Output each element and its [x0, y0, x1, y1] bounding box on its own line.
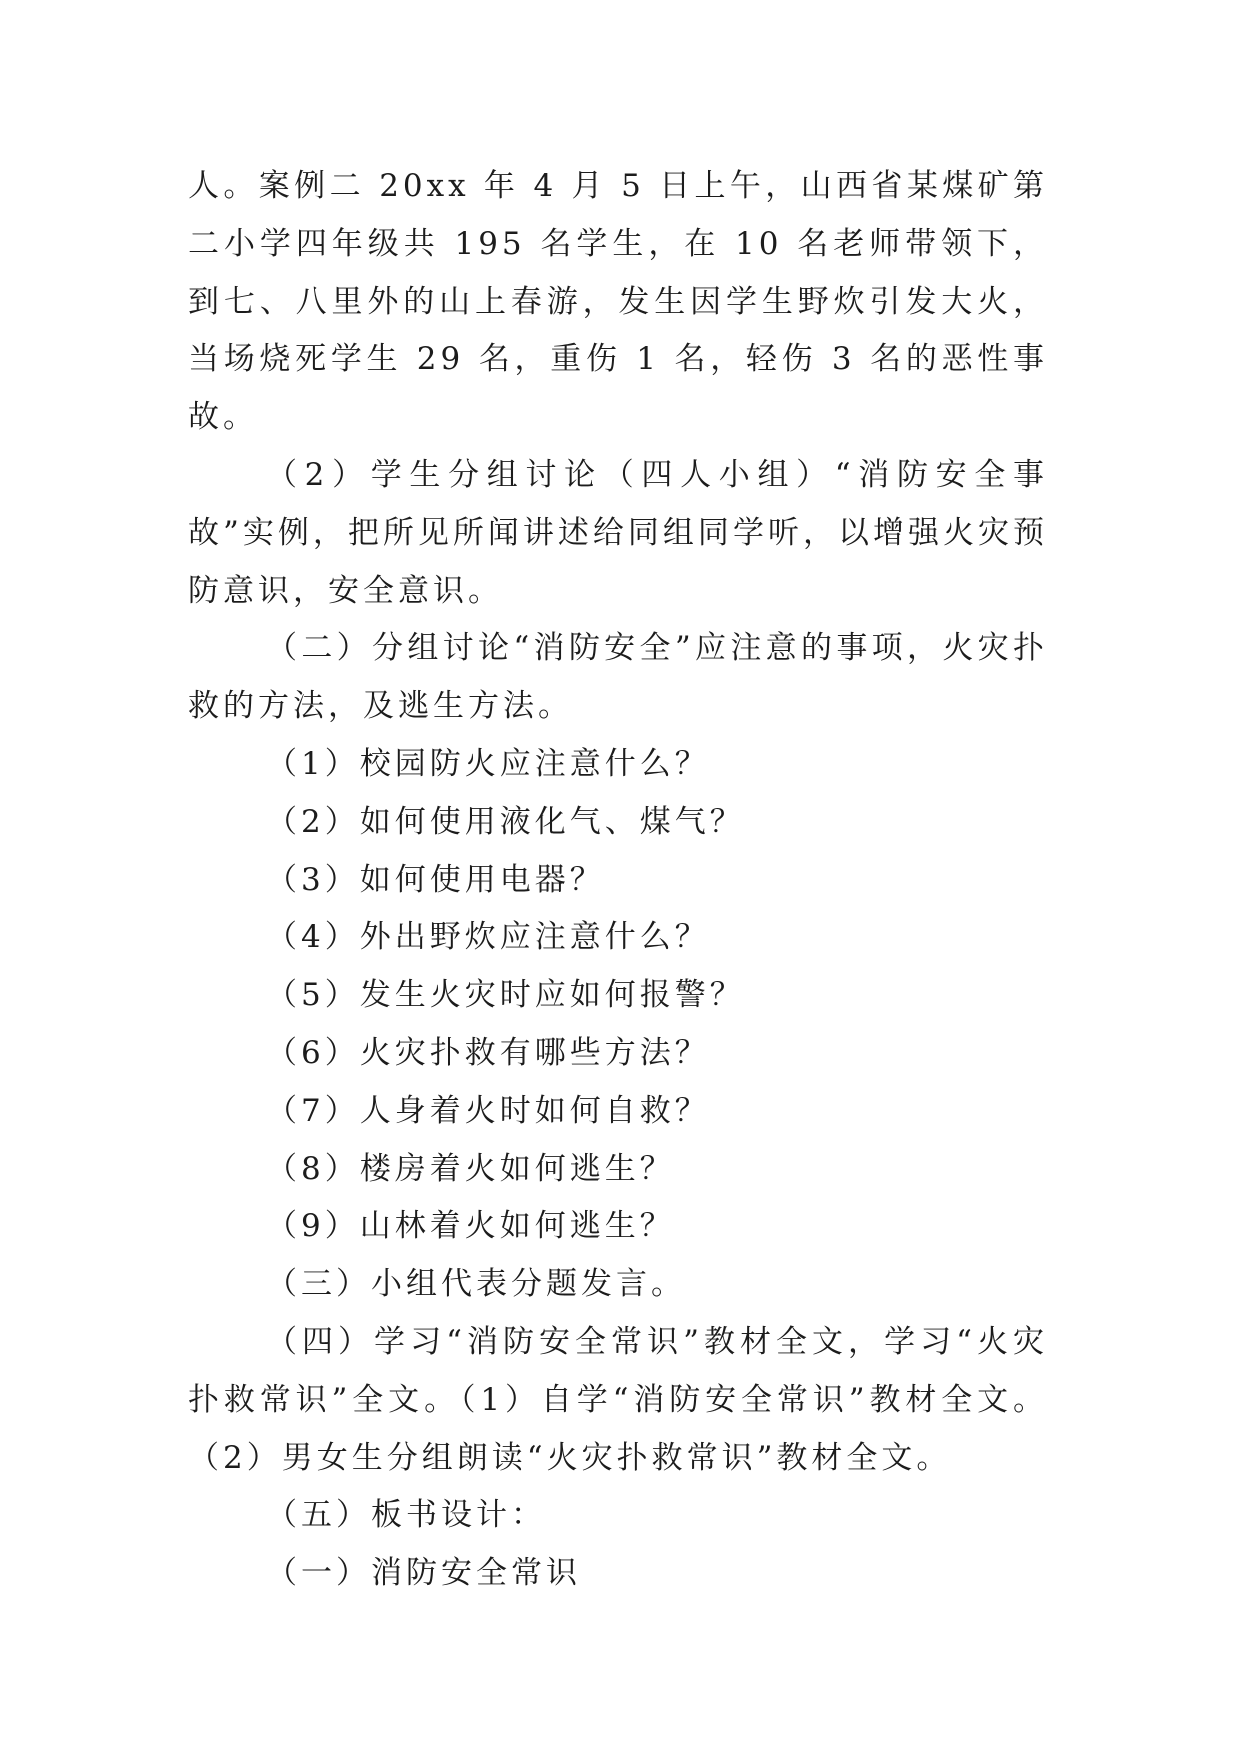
question-item-2: （2）如何使用液化气、煤气？	[266, 803, 745, 840]
question-item-5: （5）发生火灾时应如何报警？	[266, 977, 745, 1014]
document-body	[188, 158, 1048, 1603]
question-item-9: （9）山林着火如何逃生？	[266, 1208, 675, 1245]
section-heading-two: （二）分组讨论“消防安全”应注意的事项，火灾扑救的方法，及逃生方法。	[188, 630, 1048, 725]
question-item-3: （3）如何使用电器？	[266, 861, 605, 898]
section-heading-four: （四）学习“消防安全常识”教材全文，学习“火灾扑救常识”全文。（1）自学“消防安全常识”教材全文。（2）男女生分组朗读“火灾扑救常识”教材全文。	[188, 1323, 1048, 1476]
paragraph-case-two: 人。案例二 20xx 年 4 月 5 日上午，山西省某煤矿第二小学四年级共 195 名学生，在 10 名老师带领下，到七、八里外的山上春游，发生因学生野炊引发大火，当场烧死学生 29 名，重伤 1 名，轻伤 3 名的恶性事故。	[188, 168, 1048, 436]
question-item-4: （4）外出野炊应注意什么？	[266, 919, 710, 956]
question-item-6: （6）火灾扑救有哪些方法？	[266, 1034, 710, 1071]
board-design-item-one: （一）消防安全常识	[266, 1555, 581, 1592]
paragraph-group-discussion: （2）学生分组讨论（四人小组）“消防安全事故”实例，把所见所闻讲述给同组同学听，以增强火灾预防意识，安全意识。	[188, 456, 1048, 609]
section-heading-three: （三）小组代表分题发言。	[266, 1266, 686, 1303]
question-item-8: （8）楼房着火如何逃生？	[266, 1150, 675, 1187]
question-item-7: （7）人身着火时如何自救？	[266, 1092, 710, 1129]
section-heading-five: （五）板书设计：	[266, 1497, 546, 1534]
question-item-1: （1）校园防火应注意什么？	[266, 745, 710, 782]
